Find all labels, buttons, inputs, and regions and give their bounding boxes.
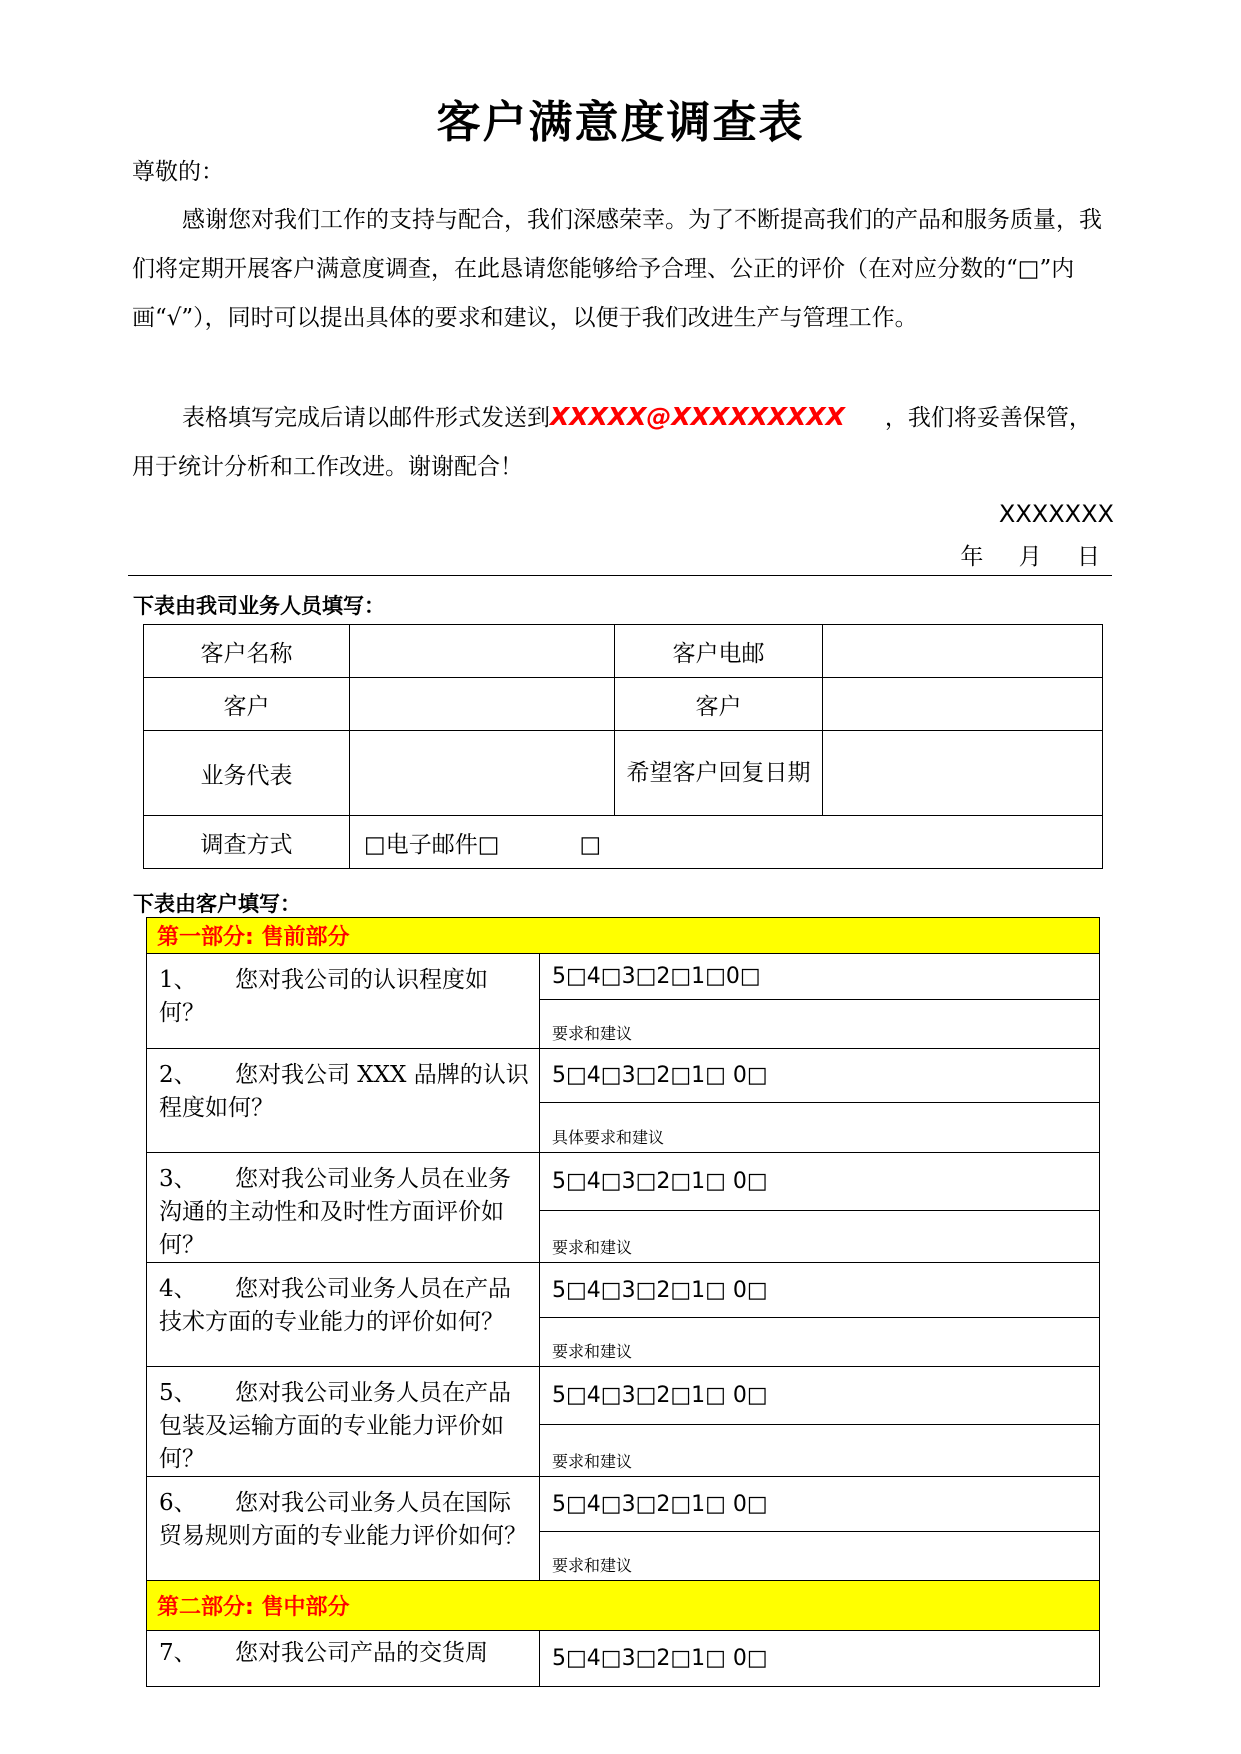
score-row-7[interactable]: 5□4□3□2□1□ 0□ bbox=[540, 1631, 1100, 1687]
customer-email-label: 客户电邮 bbox=[615, 625, 823, 678]
survey-method-options[interactable] bbox=[350, 816, 1103, 869]
customer-section-label: 下表由客户填写： bbox=[133, 892, 301, 916]
score-row-3[interactable]: 5□4□3□2□1□ 0□ bbox=[540, 1153, 1100, 1211]
sales-rep-label: 业务代表 bbox=[144, 731, 350, 816]
customer-name-label: 客户名称 bbox=[144, 625, 350, 678]
divider bbox=[128, 575, 1112, 576]
submit-prefix: 表格填写完成后请以邮件形式发送到 bbox=[182, 405, 550, 431]
score-row-1[interactable]: 5□4□3□2□1□0□ bbox=[540, 954, 1100, 1000]
sales-rep-field[interactable] bbox=[350, 731, 615, 816]
question-3: 3、 您对我公司业务人员在业务沟通的主动性和及时性方面评价如何？ bbox=[147, 1153, 540, 1263]
date-line: 年 月 日 bbox=[960, 544, 1114, 570]
score-row-4[interactable]: 5□4□3□2□1□ 0□ bbox=[540, 1263, 1100, 1318]
note-4[interactable]: 要求和建议 bbox=[540, 1318, 1100, 1367]
part2-header: 第二部分: 售中部分 bbox=[147, 1581, 1100, 1631]
page-title: 客户满意度调查表 bbox=[436, 97, 805, 148]
score-row-6[interactable]: 5□4□3□2□1□ 0□ bbox=[540, 1477, 1100, 1532]
staff-info-table bbox=[143, 624, 1103, 869]
note-5[interactable]: 要求和建议 bbox=[540, 1425, 1100, 1477]
score-row-2[interactable]: 5□4□3□2□1□ 0□ bbox=[540, 1049, 1100, 1103]
signature: XXXXXXX bbox=[998, 500, 1114, 528]
survey-table bbox=[146, 917, 1100, 1687]
note-6[interactable]: 要求和建议 bbox=[540, 1532, 1100, 1581]
note-3[interactable]: 要求和建议 bbox=[540, 1211, 1100, 1263]
submit-suffix: ，我们将妥善保管，用于统计分析和工作改进。谢谢配合！ bbox=[132, 405, 1092, 480]
reply-date-label: 希望客户回复日期 bbox=[615, 731, 823, 816]
method-blank-checkbox[interactable]: □ bbox=[579, 831, 602, 858]
reply-date-field[interactable] bbox=[823, 731, 1103, 816]
survey-method-label: 调查方式 bbox=[144, 816, 350, 869]
customer-name-field[interactable] bbox=[350, 625, 615, 678]
question-6: 6、 您对我公司业务人员在国际贸易规则方面的专业能力评价如何？ bbox=[147, 1477, 540, 1581]
method-checkboxes[interactable]: □电子邮件□ bbox=[364, 831, 500, 858]
part1-header: 第一部分: 售前部分 bbox=[147, 918, 1100, 954]
customer-label-a: 客户 bbox=[144, 678, 350, 731]
staff-section-label: 下表由我司业务人员填写： bbox=[133, 594, 385, 618]
customer-field-a[interactable] bbox=[350, 678, 615, 731]
customer-email-field[interactable] bbox=[823, 625, 1103, 678]
intro-paragraph: 感谢您对我们工作的支持与配合，我们深感荣幸。为了不断提高我们的产品和服务质量，我们将定期开展客户满意度调查，在此恳请您能够给予合理、公正的评价（在对应分数的“□”内画“√”），同时可以提出具体的要求和建议，以便于我们改进生产与管理工作。 bbox=[132, 207, 1102, 331]
question-7: 7、 您对我公司产品的交货周 bbox=[147, 1631, 540, 1687]
score-row-5[interactable]: 5□4□3□2□1□ 0□ bbox=[540, 1367, 1100, 1425]
note-2[interactable]: 具体要求和建议 bbox=[540, 1103, 1100, 1153]
submit-paragraph bbox=[132, 392, 1112, 492]
question-4: 4、 您对我公司业务人员在产品技术方面的专业能力的评价如何？ bbox=[147, 1263, 540, 1367]
email-address: XXXXX@XXXXXXXXX bbox=[550, 402, 845, 431]
question-5: 5、 您对我公司业务人员在产品包装及运输方面的专业能力评价如何？ bbox=[147, 1367, 540, 1477]
question-1: 1、 您对我公司的认识程度如何？ bbox=[147, 954, 540, 1049]
greeting: 尊敬的： bbox=[132, 159, 224, 185]
note-1[interactable]: 要求和建议 bbox=[540, 1000, 1100, 1049]
question-2: 2、 您对我公司 XXX 品牌的认识程度如何？ bbox=[147, 1049, 540, 1153]
customer-label-b: 客户 bbox=[615, 678, 823, 731]
customer-field-b[interactable] bbox=[823, 678, 1103, 731]
